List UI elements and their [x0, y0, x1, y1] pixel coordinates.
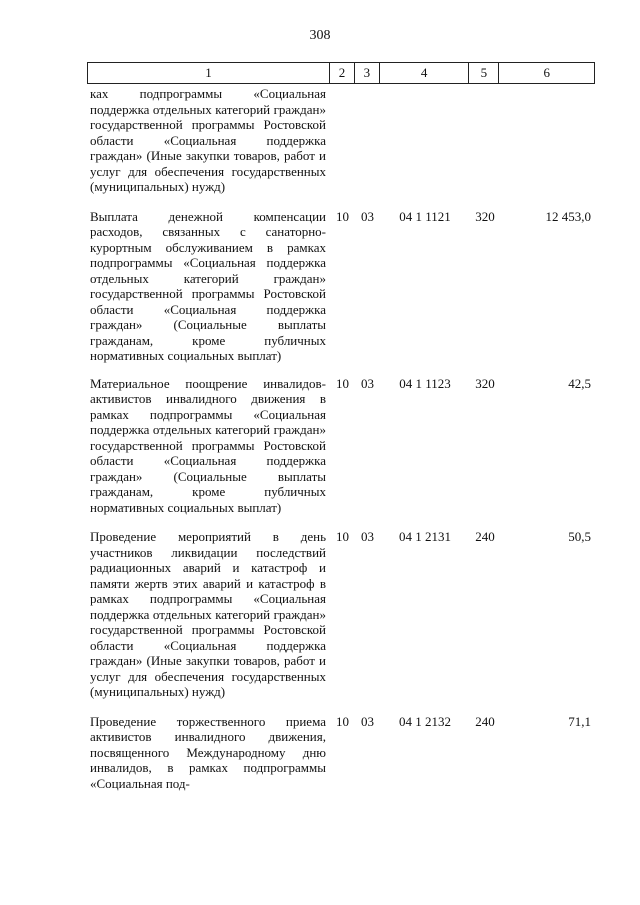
- row-expense-type: 320: [475, 375, 495, 391]
- row-section: [330, 86, 355, 195]
- row-section: 10: [336, 375, 349, 391]
- row-target-article: 04 1 2132: [399, 713, 451, 729]
- row-description: Проведение мероприятий в день участников ликвидации последствий радиационных аварий и катастроф и памяти жертв этих аварий и катастроф в рамках подпрограммы «Социальная поддержка отдельных категорий граждан» государственной программы Ростовской области «Социальная поддержка граждан» (Иные закупки товаров, работ и услуг для обеспечения государственных (муниципальных) нужд): [90, 529, 326, 699]
- table-row: [87, 529, 595, 700]
- row-amount: 50,5: [568, 529, 591, 544]
- row-section: 10: [336, 529, 349, 544]
- row-section: 10: [336, 713, 349, 729]
- row-target-article: 04 1 2131: [399, 529, 451, 544]
- header-col-5: 5: [469, 63, 499, 83]
- row-expense-type: 240: [475, 529, 495, 544]
- row-section: 10: [336, 208, 349, 224]
- header-col-4: 4: [380, 63, 470, 83]
- row-target-article: [380, 86, 470, 195]
- table-row: [87, 376, 595, 516]
- header-col-3: 3: [355, 63, 380, 83]
- header-col-2: 2: [330, 63, 355, 83]
- row-target-article: 04 1 1121: [399, 208, 451, 224]
- row-subsection: [355, 86, 380, 195]
- row-description: Материальное поощрение инвалидов-активистов инвалидного движения в рамках подпрограммы «Социальная поддержка отдельных категорий граждан» государственной программы Ростовской области «Социальная поддержка граждан» (Социальные выплаты гражданам, кроме публичных нормативных социальных выплат): [90, 375, 326, 515]
- row-expense-type: 240: [475, 713, 495, 729]
- page-number: 308: [309, 28, 331, 43]
- table-header: [87, 62, 595, 84]
- row-amount: 12 453,0: [545, 208, 591, 224]
- row-target-article: 04 1 1123: [399, 375, 451, 391]
- header-col-6: 6: [543, 65, 550, 80]
- table-row: [87, 86, 595, 195]
- row-description: Проведение торжественного приема активистов инвалидного движения, посвященного Международному дню инвалидов, в рамках подпрограммы «Социальная под-: [90, 713, 326, 791]
- row-amount: 71,1: [568, 713, 591, 729]
- row-subsection: 03: [361, 208, 374, 224]
- table-body: [87, 86, 595, 791]
- row-expense-type: [470, 86, 500, 195]
- table-row: [87, 714, 595, 792]
- row-amount: 42,5: [568, 375, 591, 391]
- table-row: [87, 209, 595, 364]
- row-amount: [500, 86, 595, 195]
- row-subsection: 03: [361, 713, 374, 729]
- row-subsection: 03: [361, 375, 374, 391]
- row-description: ках подпрограммы «Социальная поддержка отдельных категорий граждан» государственной программы Ростовской области «Социальная поддержка граждан» (Иные закупки товаров, работ и услуг для обеспечения государственных (муниципальных) нужд): [90, 86, 326, 194]
- header-col-1: 1: [88, 63, 330, 83]
- row-expense-type: 320: [475, 208, 495, 224]
- row-subsection: 03: [361, 529, 374, 544]
- row-description: Выплата денежной компенсации расходов, связанных с санаторно-курортным обслуживанием в рамках подпрограммы «Социальная поддержка отдельных категорий граждан» государственной программы Ростовской области «Социальная поддержка граждан» (Социальные выплаты гражданам, кроме публичных нормативных социальных выплат): [90, 208, 326, 363]
